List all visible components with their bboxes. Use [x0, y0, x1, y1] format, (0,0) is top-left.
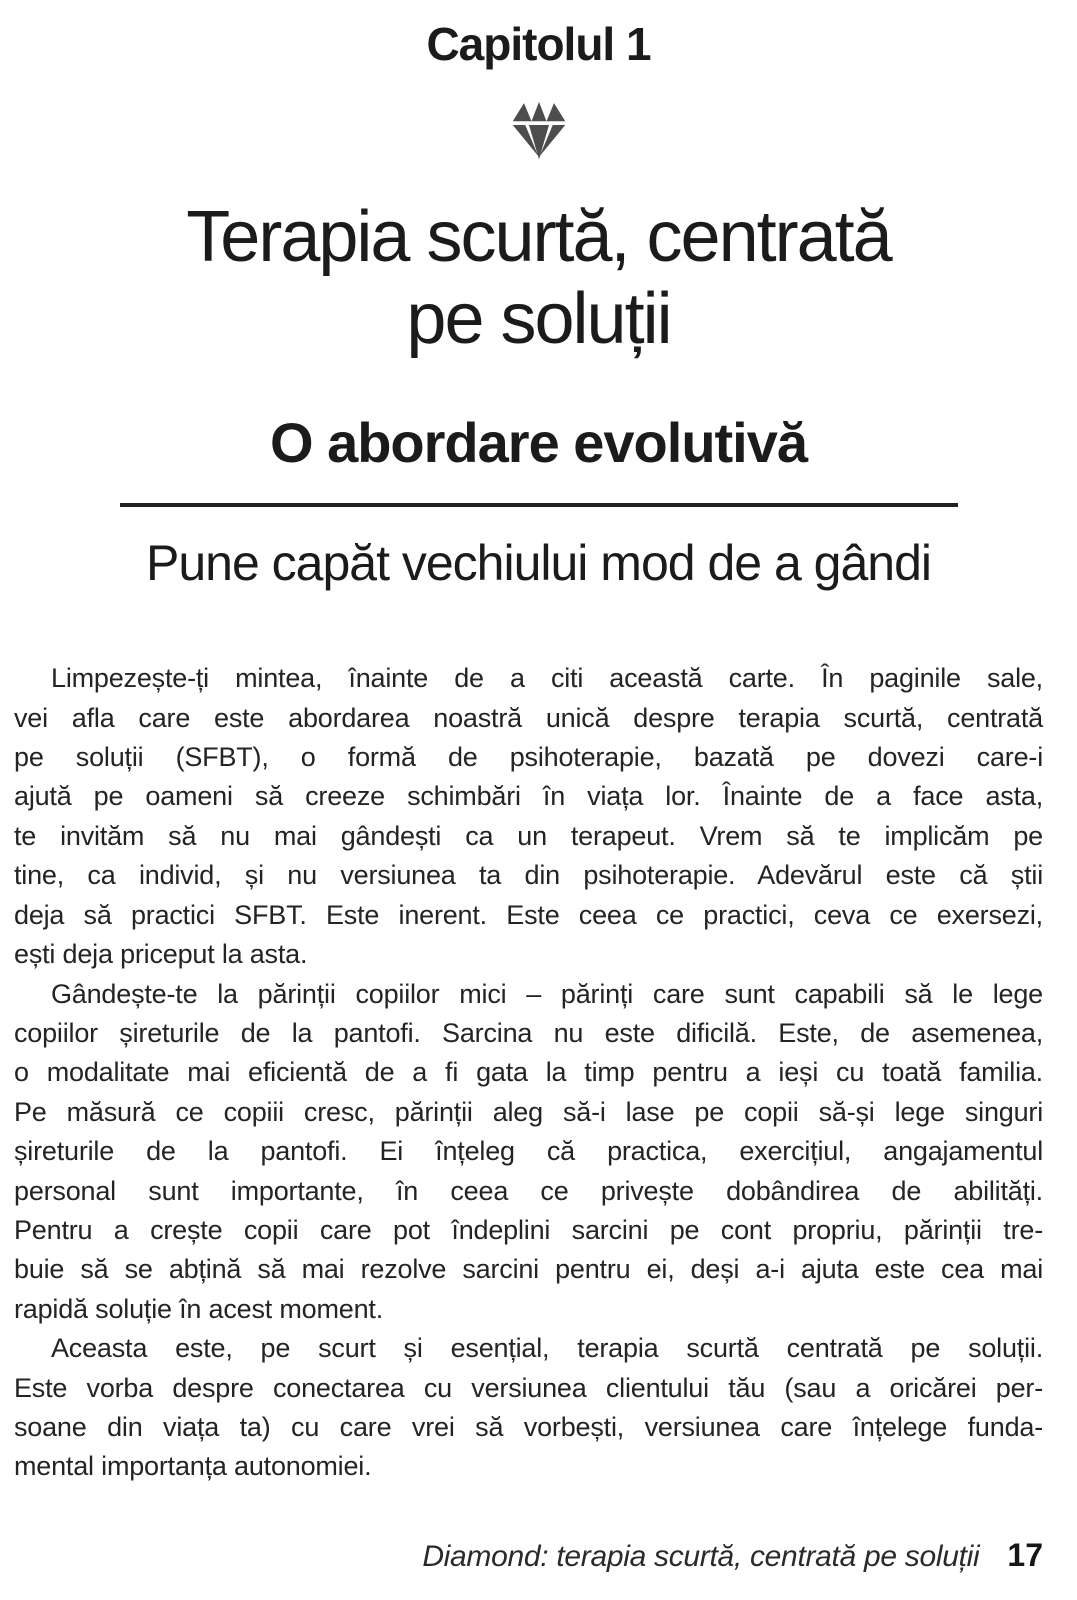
text-line: te invităm să nu mai gândești ca un terapeut. Vrem să te implicăm pe [14, 820, 1043, 851]
text-line: soane din viața ta) cu care vrei să vorbești, versiunea care înțelege funda- [14, 1411, 1043, 1442]
text-line: buie să se abțină să mai rezolve sarcini pentru ei, deși a-i ajuta este cea mai [14, 1254, 1043, 1285]
page-title [0, 196, 1077, 360]
text-line: Gândește-te la părinții copiilor mici – părinți care sunt capabili să le lege [51, 978, 1043, 1009]
text-line: ajută pe oameni să creeze schimbări în viața lor. Înainte de a face asta, [14, 781, 1043, 812]
text-line: personal sunt importante, în ceea ce privește dobândirea de abilități. [14, 1175, 1043, 1206]
page-footer [14, 1537, 1043, 1574]
subtitle: O abordare evolutivă [269, 410, 808, 474]
text-line: Este vorba despre conectarea cu versiunea clientului tău (sau a oricărei per- [14, 1372, 1043, 1403]
paragraph [14, 975, 1043, 1330]
diamond-icon [507, 100, 571, 162]
text-line: rapidă soluție în acest moment. [14, 1293, 383, 1324]
text-line: ești deja priceput la asta. [14, 939, 308, 970]
page-number: 17 [1007, 1537, 1043, 1573]
text-line: copiilor șireturile de la pantofi. Sarcina nu este dificilă. Este, de asemenea, [14, 1017, 1043, 1048]
text-line: o modalitate mai eficientă de a fi gata la timp pentru a ieși cu toată familia. [14, 1057, 1043, 1088]
text-line: mental importanța autonomiei. [14, 1451, 372, 1482]
text-line: deja să practici SFBT. Este inerent. Este ceea ce practici, ceva ce exersezi, [14, 899, 1043, 930]
running-title: Diamond: terapia scurtă, centrată pe soluții [422, 1540, 980, 1573]
text-line: tine, ca individ, și nu versiunea ta din psihoterapie. Adevărul este că știi [14, 860, 1043, 891]
section-rule [120, 503, 958, 507]
paragraph [14, 1329, 1043, 1487]
page-title-line-1: Terapia scurtă, centrată [186, 196, 891, 277]
page-title-line-2: pe soluții [406, 278, 671, 359]
text-line: Pe măsură ce copiii cresc, părinții aleg să-i lase pe copii să-și lege singuri [14, 1096, 1043, 1127]
text-line: șireturile de la pantofi. Ei înțeleg că practica, exercițiul, angajamentul [14, 1136, 1043, 1167]
tagline: Pune capăt vechiului mod de a gândi [145, 535, 932, 592]
text-line: Pentru a crește copii care pot îndeplini sarcini pe cont propriu, părinții tre- [14, 1214, 1043, 1245]
body-text [14, 659, 1043, 1487]
text-line: pe soluții (SFBT), o formă de psihoterapie, bazată pe dovezi care-i [14, 742, 1043, 773]
chapter-label: Capitolul 1 [426, 18, 651, 70]
text-line: vei afla care este abordarea noastră unică despre terapia scurtă, centrată [14, 702, 1043, 733]
paragraph [14, 659, 1043, 974]
text-line: Aceasta este, pe scurt și esențial, terapia scurtă centrată pe soluții. [51, 1333, 1043, 1364]
text-line: Limpezește-ți mintea, înainte de a citi această carte. În paginile sale, [51, 663, 1043, 694]
